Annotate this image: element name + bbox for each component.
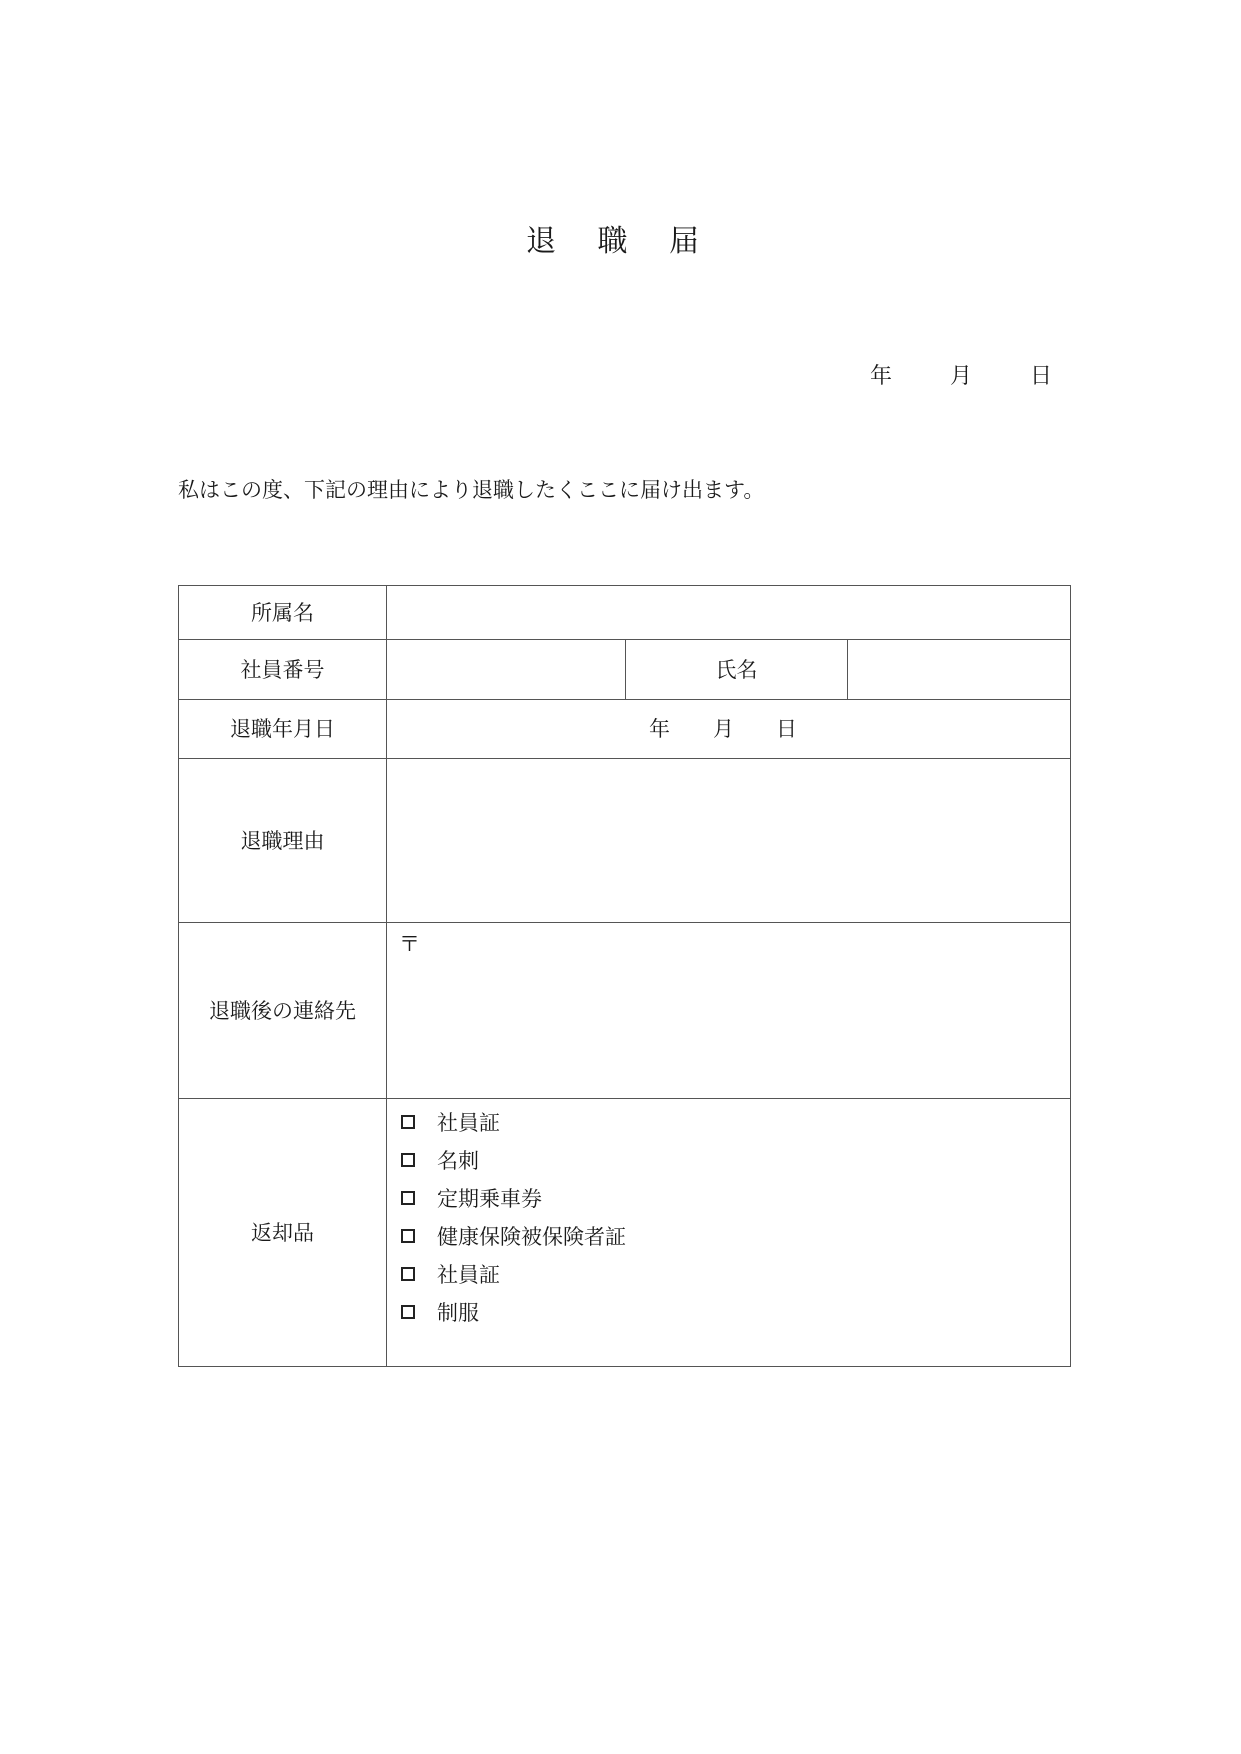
name-label: 氏名 — [715, 657, 758, 682]
checkbox-icon[interactable] — [401, 1305, 415, 1319]
employee-number-label: 社員番号 — [240, 657, 325, 682]
checkbox-icon[interactable] — [401, 1191, 415, 1205]
checkbox-icon[interactable] — [401, 1267, 415, 1281]
return-item[interactable] — [399, 1255, 626, 1293]
return-item-label: 名刺 — [437, 1149, 479, 1173]
return-item[interactable] — [399, 1179, 626, 1217]
return-items-list — [399, 1103, 626, 1331]
reason-field[interactable] — [387, 759, 1070, 922]
contact-label: 退職後の連絡先 — [209, 998, 356, 1023]
return-item-label: 社員証 — [437, 1111, 500, 1135]
checkbox-icon[interactable] — [401, 1153, 415, 1167]
return-item-label: 制服 — [437, 1301, 479, 1325]
return-item[interactable] — [399, 1141, 626, 1179]
retirement-month-label: 月 — [713, 717, 734, 741]
department-label: 所属名 — [251, 600, 314, 625]
document-title: 退 職 届 — [525, 224, 716, 259]
employee-number-field[interactable] — [387, 640, 625, 699]
date-day-label: 日 — [1030, 364, 1053, 389]
resignation-form-table — [178, 585, 1071, 1367]
intro-statement: 私はこの度、下記の理由により退職したくここに届け出ます。 — [178, 478, 765, 502]
retirement-date-field[interactable] — [387, 700, 1070, 758]
retirement-date-label: 退職年月日 — [230, 717, 335, 741]
checkbox-icon[interactable] — [401, 1229, 415, 1243]
return-item[interactable] — [399, 1103, 626, 1141]
date-year-label: 年 — [870, 364, 893, 389]
department-field[interactable] — [387, 586, 1070, 639]
return-item-label: 社員証 — [437, 1263, 500, 1287]
return-item[interactable] — [399, 1217, 626, 1255]
submission-date — [870, 362, 1070, 392]
retirement-day-label: 日 — [776, 717, 797, 741]
retirement-year-label: 年 — [649, 717, 670, 741]
postal-mark: 〒 — [399, 932, 420, 956]
date-month-label: 月 — [950, 364, 973, 389]
return-items-label: 返却品 — [251, 1220, 314, 1245]
return-item-label: 健康保険被保険者証 — [437, 1225, 626, 1249]
return-item-label: 定期乗車券 — [437, 1187, 542, 1211]
name-field[interactable] — [848, 640, 1070, 699]
reason-label: 退職理由 — [240, 828, 325, 853]
return-item[interactable] — [399, 1293, 626, 1331]
checkbox-icon[interactable] — [401, 1115, 415, 1129]
contact-field[interactable] — [387, 923, 1070, 1098]
